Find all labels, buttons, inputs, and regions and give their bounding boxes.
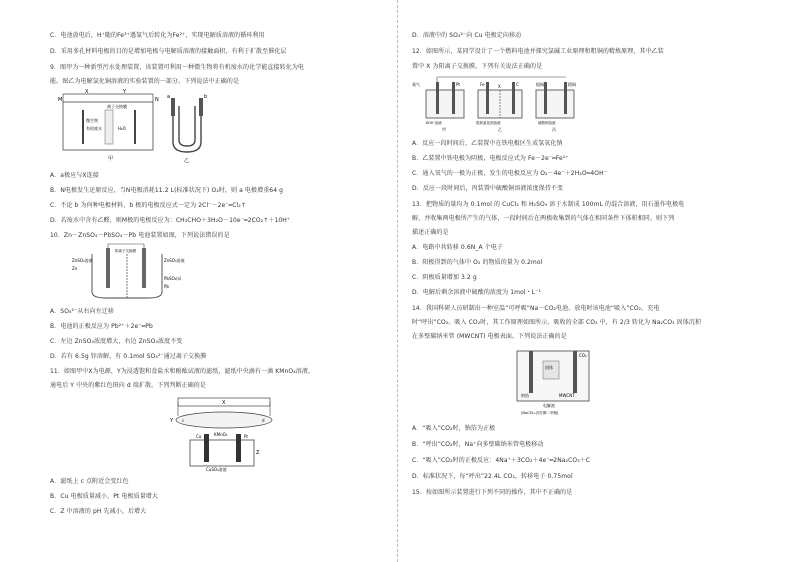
text-line: 在多壁碳纳米管 (MWCNT) 电极表面。下列说法正确的是 bbox=[412, 333, 567, 340]
question-10-stem: 10．Zn－ZnSO₄－PbSO₄－Pb 电池装置如图，下列说法错误的是 bbox=[50, 232, 230, 239]
option-11a: A．滤纸上 c 点附近会变红色 bbox=[50, 478, 129, 485]
co2-label: CO₂ bbox=[579, 353, 587, 358]
text-line: 能。图乙为电解氯化铜溶液的实验装置的一部分。下列说法中正确的是 bbox=[50, 78, 240, 85]
label-d: d bbox=[262, 418, 265, 423]
option-10b: B．电池的正极反应为 Pb²⁺＋2e⁻═Pb bbox=[50, 323, 153, 330]
option-10d: D．若有 6.5g 锌溶解，有 0.1mol SO₄²⁻通过离子交换膜 bbox=[50, 353, 207, 360]
solid-label: 固体 bbox=[545, 365, 553, 370]
water-text: H₂O bbox=[118, 126, 126, 131]
right-solution: ZnSO₄溶液 bbox=[164, 258, 185, 263]
tag-jia: 甲 bbox=[442, 127, 446, 132]
cuso4-label: 硫酸铜溶液 bbox=[538, 121, 556, 125]
option-12a: A．反应一段时间后，乙装置中在铁电极区生成氢氧化钠 bbox=[412, 140, 563, 147]
crude-cu-label: 粗铜 bbox=[536, 82, 544, 87]
option-11c: C．Z 中溶液的 pH 先减小，后增大 bbox=[50, 508, 147, 515]
question-15-stem: 15．按如图所示装置进行下列不同的操作，其中不正确的是 bbox=[412, 489, 573, 496]
option-11b: B．Cu 电极质量减小，Pt 电极质量增大 bbox=[50, 493, 158, 500]
option-13a: A．电路中共转移 0.6N_A 个电子 bbox=[412, 244, 503, 251]
label-x: X bbox=[222, 400, 226, 406]
text-line: 通电后 Y 中央的紫红色斑向 d 端扩散。下列判断正确的是 bbox=[50, 382, 207, 389]
figure-q11 bbox=[160, 392, 290, 472]
option-14b: B．“呼出”CO₂时，Na⁺向多壁碳纳米管电极移动 bbox=[412, 441, 544, 448]
option-9c: C．不论 b 为何种电极材料，b 极的电极反应式一定为 2Cl⁻－2e⁻═Cl₂↑ bbox=[50, 202, 246, 209]
pt-label: Pt bbox=[456, 82, 460, 87]
option-13d: D．电解后剩余溶液中硫酸的浓度为 1mol・L⁻¹ bbox=[412, 289, 541, 296]
tag-jia: 甲 bbox=[108, 156, 114, 162]
text-line: C．电池放电后，H⁺随的Fe³⁺遇氢气后转化为Fe²⁺，实现电解质溶液的循环利用 bbox=[50, 32, 265, 39]
membrane-text: 离子交换膜 bbox=[107, 104, 127, 109]
label-x: X bbox=[85, 89, 89, 95]
waste-water-text: 有机废水 bbox=[86, 126, 102, 131]
label-m: M bbox=[58, 97, 63, 103]
electrolyte-detail: (NaClO₄-四甘醇二甲醚) bbox=[521, 411, 559, 415]
option-11d: D．溶液中的 SO₄²⁻向 Cu 电极定向移动 bbox=[412, 32, 522, 39]
kmno4-label: KMnO₄ bbox=[214, 432, 228, 437]
nacl-label: 饱和氯化钠溶液 bbox=[476, 121, 501, 125]
tag-bing: 丙 bbox=[552, 127, 556, 132]
cu-label: Cu bbox=[196, 434, 202, 439]
text-line: D．采用多孔材料电极的目的是增加电极与电解质溶液的接触面积，有利于扩散至催化层 bbox=[50, 48, 287, 55]
option-14a: A．“吸入”CO₂时，钠箔为正极 bbox=[412, 425, 496, 432]
figure-q9 bbox=[53, 90, 228, 165]
option-13b: B．阳极得到的气体中 O₂ 的物质的量为 0.2mol bbox=[412, 259, 543, 266]
na-foil-label: 钠箔 bbox=[521, 393, 529, 398]
label-c: c bbox=[182, 418, 185, 423]
x-label: X bbox=[498, 84, 501, 89]
label-a: a bbox=[167, 94, 171, 100]
oxygen-label: 氧气 bbox=[412, 82, 420, 87]
question-13-stem: 13．把物质的量均为 0.1mol 的 CuCl₂ 和 H₂SO₄ 溶于水制成 100mL 的混合溶液，用石墨作电极电 bbox=[412, 201, 685, 208]
question-12-stem: 12．如图所示，某同学设计了一个燃料电池并探究氯碱工业原理和粗铜的精炼原理，其中乙装 bbox=[412, 48, 664, 55]
text-line: 时“呼出”CO₂。吸入 CO₂时，其工作原理如图所示。吸收的全部 CO₂ 中，有 2/3 转化为 Na₂CO₃ 固体沉积 bbox=[412, 319, 702, 326]
label-y: Y bbox=[170, 418, 174, 424]
option-14d: D．标准状况下，每“呼出”22.4L CO₂，转移电子 0.75mol bbox=[412, 473, 573, 480]
pt-label: Pt bbox=[244, 434, 248, 439]
cuso4-label: CuSO₄溶液 bbox=[206, 467, 227, 472]
column-divider bbox=[397, 0, 398, 562]
question-14-stem: 14．我国科研人员研制出一种室温“可呼吸”Na－CO₂电池。放电时该电池“吸入”CO₂，充电 bbox=[412, 305, 660, 312]
zn-label: Zn bbox=[72, 266, 78, 271]
option-12d: D．反应一段时间后，丙装置中硫酸铜溶液浓度保持不变 bbox=[412, 185, 564, 192]
tag-yi: 乙 bbox=[184, 158, 190, 164]
question-11-stem: 11．如图甲中X为电源，Y为浸透饱和食盐水和酚酞试液的滤纸，滤纸中央滴有一滴 KMnO₄溶液， bbox=[50, 368, 315, 375]
tag-yi: 乙 bbox=[498, 127, 502, 132]
pure-cu-label: 精铜 bbox=[568, 82, 576, 87]
option-14c: C．“吸入”CO₂时的正极反应：4Na⁺＋3CO₂＋4e⁻═2Na₂CO₃＋C bbox=[412, 457, 591, 464]
text-line: 解，并收集两电极所产生的气体，一段时间后在两极收集到的气体在相同条件下体积相同。则下列 bbox=[412, 215, 675, 222]
label-z: Z bbox=[256, 450, 260, 456]
label-b: b bbox=[204, 94, 208, 100]
text-line: 置中 X 为阳离子交换膜。下列有关说法正确的是 bbox=[412, 63, 543, 70]
option-9d: D．若废水中含有乙醛，则M极的电极反应为：CH₃CHO＋3H₂O－10e⁻═2CO₂↑＋10H⁺ bbox=[50, 217, 291, 224]
figure-q12 bbox=[412, 74, 587, 132]
chamber-text: 微生物 bbox=[86, 118, 98, 123]
label-y: Y bbox=[123, 89, 127, 95]
pb-label: Pb bbox=[164, 284, 169, 289]
mwcnt-label: MWCNT bbox=[559, 393, 575, 398]
option-9a: A．a极应与X连接 bbox=[50, 172, 99, 179]
option-10c: C．左边 ZnSO₄浓度增大，右边 ZnSO₄浓度不变 bbox=[50, 338, 183, 345]
option-12b: B．乙装置中铁电极为阴极，电极反应式为 Fe－2e⁻═Fe²⁺ bbox=[412, 155, 569, 162]
question-9-stem: 9．图甲为一种新型污水处理装置，该装置可利用一种微生物将有机废水的化学能直接转化为电 bbox=[50, 64, 305, 71]
fe-label: Fe bbox=[480, 82, 485, 87]
figure-q14 bbox=[507, 345, 607, 417]
left-solution: ZnSO₄溶液 bbox=[72, 258, 93, 263]
membrane-label: 阴离子交换膜 bbox=[115, 249, 136, 253]
option-13c: C．阴极质量增加 3.2 g bbox=[412, 274, 477, 281]
label-n: N bbox=[155, 97, 159, 103]
electrolyte-label: 电解液 bbox=[543, 403, 555, 408]
option-9b: B．N电极发生还原反应，当N电极消耗11.2 L(标准状况下) O₂时，则 a 电极增重64 g bbox=[50, 187, 284, 194]
option-12c: C．通入氧气的一极为正极，发生的电极反应为 O₂－4e⁻＋2H₂O═4OH⁻ bbox=[412, 170, 607, 177]
option-10a: A．SO₄²⁻从右向左迁移 bbox=[50, 308, 114, 315]
koh-label: KOH 溶液 bbox=[426, 121, 442, 125]
text-line: 描述正确的是 bbox=[412, 229, 449, 236]
left-column bbox=[50, 0, 385, 562]
pbso4-label: PbSO₄(s) bbox=[164, 276, 182, 281]
c-label: C bbox=[516, 82, 519, 87]
right-column bbox=[412, 0, 757, 562]
figure-q10 bbox=[72, 244, 185, 302]
